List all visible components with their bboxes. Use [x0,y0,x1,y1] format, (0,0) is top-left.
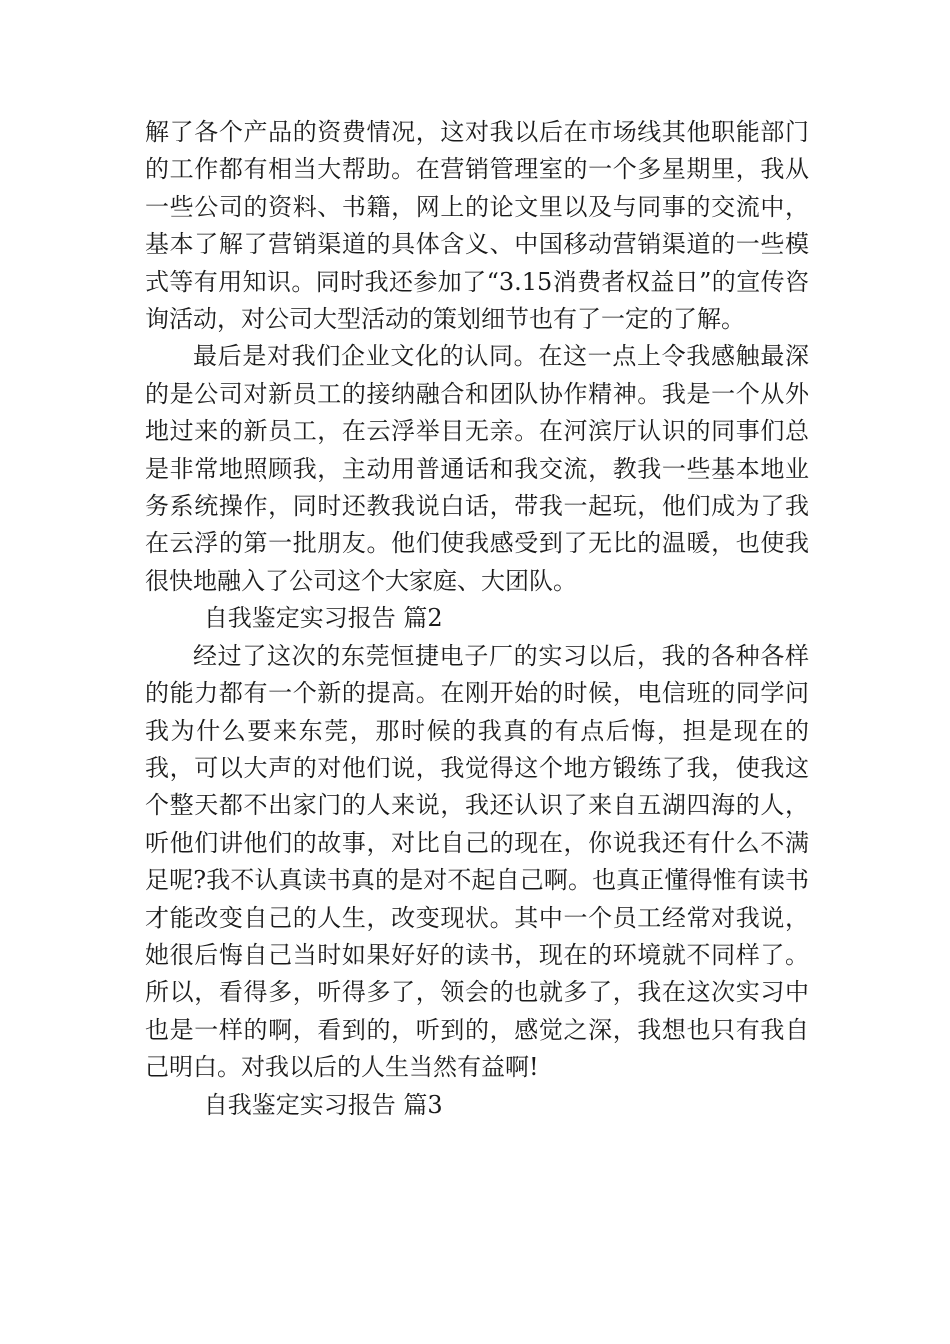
paragraph-dongguan-internship: 经过了这次的东莞恒捷电子厂的实习以后，我的各种各样的能力都有一个新的提高。在刚开始的时候，电信班的同学问我为什么要来东莞，那时候的我真的有点后悔，担是现在的我，可以大声的对他们说，我觉得这个地方锻练了我，使我这个整天都不出家门的人来说，我还认识了来自五湖四海的人，听他们讲他们的故事，对比自己的现在，你说我还有什么不满足呢?我不认真读书真的是对不起自己啊。也真正懂得惟有读书才能改变自己的人生，改变现状。其中一个员工经常对我说，她很后悔自己当时如果好好的读书，现在的环境就不同样了。所以，看得多，听得多了，领会的也就多了，我在这次实习中也是一样的啊，看到的，听到的，感觉之深，我想也只有我自己明白。对我以后的人生当然有益啊! [145,641,809,1082]
document-body [145,114,809,1124]
section-heading-part-3: 自我鉴定实习报告 篇3 [203,1090,443,1119]
paragraph-corporate-culture: 最后是对我们企业文化的认同。在这一点上令我感触最深的是公司对新员工的接纳融合和团队协作精神。我是一个从外地过来的新员工，在云浮举目无亲。在河滨厅认识的同事们总是非常地照顾我，主动用普通话和我交流，教我一些基本地业务系统操作，同时还教我说白话，带我一起玩，他们成为了我在云浮的第一批朋友。他们使我感受到了无比的温暖，也使我很快地融入了公司这个大家庭、大团队。 [145,342,809,595]
section-heading-part-2: 自我鉴定实习报告 篇2 [203,604,443,633]
paragraph-continuation: 解了各个产品的资费情况，这对我以后在市场线其他职能部门的工作都有相当大帮助。在营销管理室的一个多星期里，我从一些公司的资料、书籍，网上的论文里以及与同事的交流中，基本了解了营销渠道的具体含义、中国移动营销渠道的一些模式等有用知识。同时我还参加了“3.15消费者权益日”的宣传咨询活动，对公司大型活动的策划细节也有了一定的了解。 [145,118,809,334]
